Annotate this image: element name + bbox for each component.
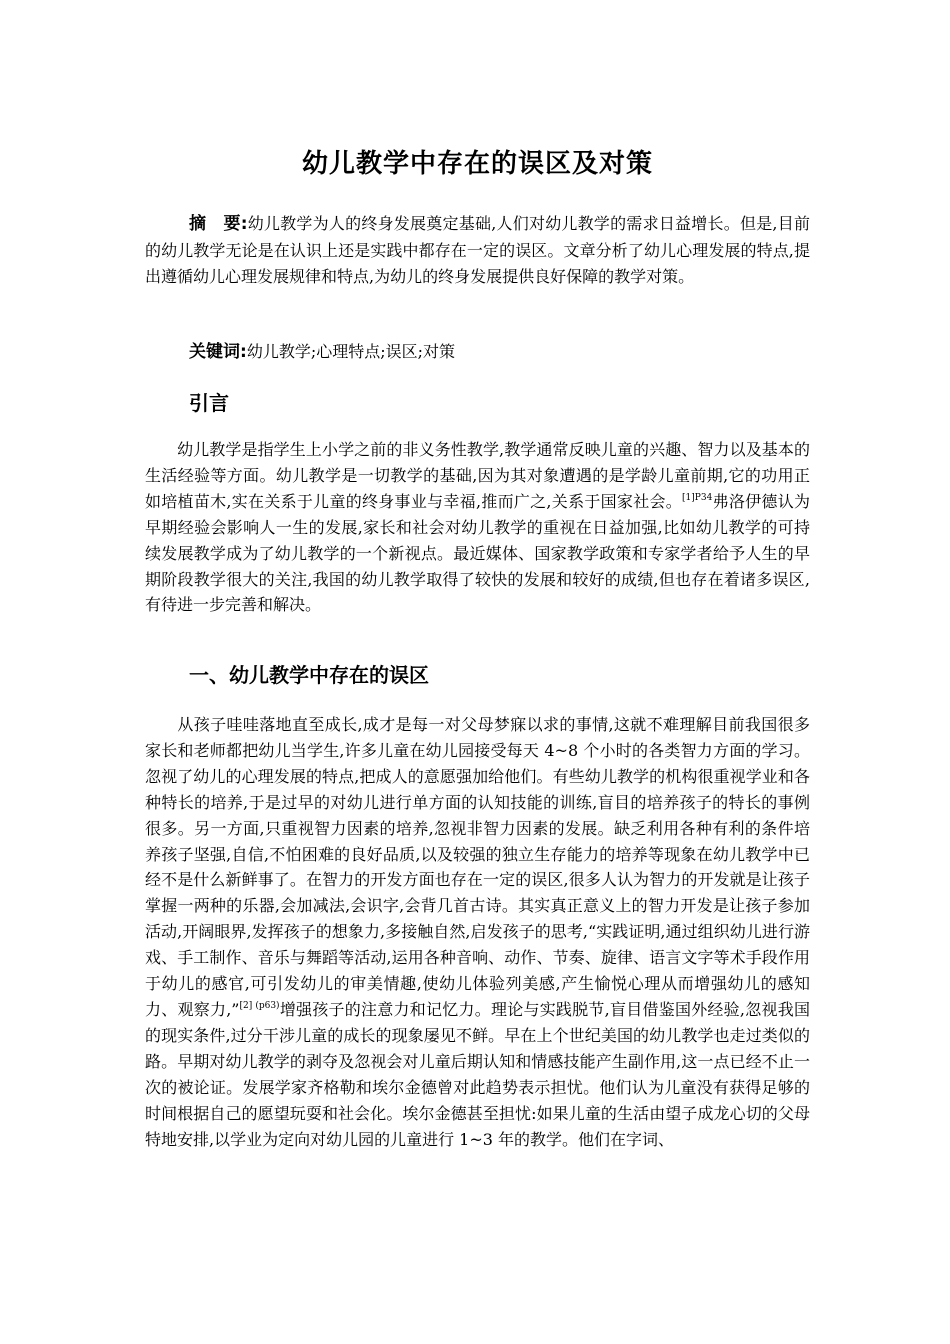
section1-heading: 一、幼儿教学中存在的误区 (189, 663, 429, 687)
citation-2: [2] (p63) (239, 1000, 280, 1011)
section1-text-part2: 增强孩子的注意力和记忆力。理论与实践脱节,盲目借鉴国外经验,忽视我国的现实条件,过分干涉儿童的成长的现象屡见不鲜。早在上个世纪美国的幼儿教学也走过类似的路。早期对幼儿教学的剥夺及忽视会对儿童后期认知和情感技能产生副作用,这一点已经不止一次的被论证。发展学家齐格勒和埃尔金德曾对此趋势表示担忧。他们认为儿童没有获得足够的时间根据自己的愿望玩耍和社会化。埃尔金德甚至担忧:如果儿童的生活由望子成龙心切的父母特地安排,以学业为定向对幼儿园的儿童进行 1~3 年的教学。他们在字词、 (145, 999, 810, 1149)
intro-text-part1: 幼儿教学是指学生上小学之前的非义务性教学,教学通常反映儿童的兴趣、智力以及基本的生活经验等方面。幼儿教学是一切教学的基础,因为其对象遭遇的是学龄儿童前期,它的功用正如培植苗木,实在关系于儿童的终身事业与幸福,推而广之,关系于国家社会。 (145, 440, 810, 511)
keywords (145, 339, 810, 365)
keywords-text: 幼儿教学;心理特点;误区;对策 (246, 342, 455, 361)
abstract (145, 211, 810, 290)
document-title: 幼儿教学中存在的误区及对策 (301, 149, 653, 179)
abstract-text: 幼儿教学为人的终身发展奠定基础,人们对幼儿教学的需求日益增长。但是,目前的幼儿教学无论是在认识上还是实践中都存在一定的误区。文章分析了幼儿心理发展的特点,提出遵循幼儿心理发展规律和特点,为幼儿的终身发展提供良好保障的教学对策。 (145, 214, 810, 286)
intro-paragraph (145, 437, 810, 618)
abstract-label: 摘 要: (189, 214, 248, 234)
section1-text-part1: 从孩子哇哇落地直至成长,成才是每一对父母梦寐以求的事情,这就不难理解目前我国很多家长和老师都把幼儿当学生,许多儿童在幼儿园接受每天 4~8 个小时的各类智力方面的学习。忽视了幼儿的心理发展的特点,把成人的意愿强加给他们。有些幼儿教学的机构很重视学业和各种特长的培养,于是过早的对幼儿进行单方面的认知技能的训练,盲目的培养孩子的特长的事例很多。另一方面,只重视智力因素的培养,忽视非智力因素的发展。缺乏利用各种有利的条件培养孩子坚强,自信,不怕困难的良好品质,以及较强的独立生存能力的培养等现象在幼儿教学中已经不是什么新鲜事了。在智力的开发方面也存在一定的误区,很多人认为智力的开发就是让孩子掌握一两种的乐器,会加减法,会识字,会背几首古诗。其实真正意义上的智力开发是让孩子参加活动,开阔眼界,发挥孩子的想象力,多接触自然,启发孩子的思考,“实践证明,通过组织幼儿进行游戏、手工制作、音乐与舞蹈等活动,运用各种音响、动作、节奏、旋律、语言文字等术手段作用于幼儿的感官,可引发幼儿的审美情趣,使幼儿体验列美感,产生愉悦心理从而增强幼儿的感知力、观察力,” (145, 715, 810, 1019)
citation-1: [1]P34 (682, 492, 713, 503)
intro-heading: 引言 (189, 391, 229, 415)
intro-text-part2: 弗洛伊德认为早期经验会影响人一生的发展,家长和社会对幼儿教学的重视在日益加强,比如幼儿教学的可持续发展教学成为了幼儿教学的一个新视点。最近媒体、国家教学政策和专家学者给予人生的早期阶段教学很大的关注,我国的幼儿教学取得了较快的发展和较好的成绩,但也存在着诸多误区,有待进一步完善和解决。 (145, 491, 810, 615)
keywords-label: 关键词: (189, 342, 247, 362)
section1-paragraph (145, 712, 810, 1152)
